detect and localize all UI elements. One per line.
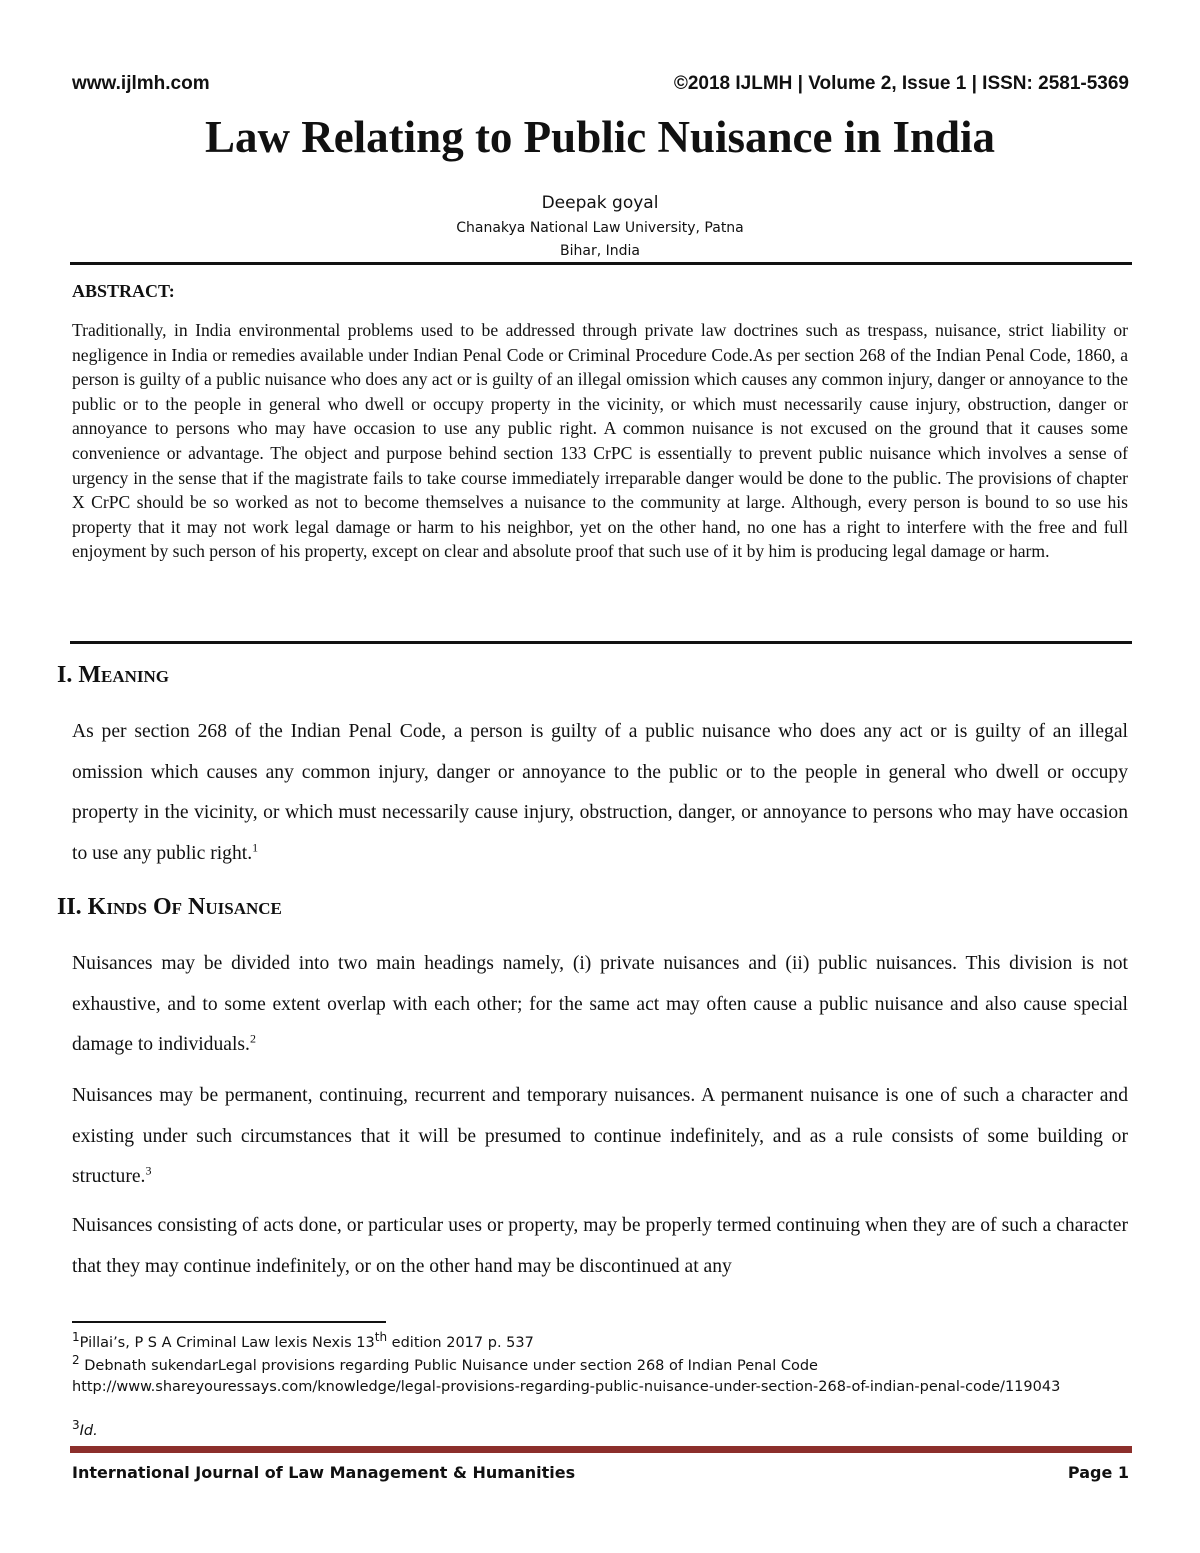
- section-heading-meaning: I. Meaning: [57, 662, 170, 688]
- header-journal-info: ©2018 IJLMH | Volume 2, Issue 1 | ISSN: 2581-5369: [673, 73, 1129, 94]
- paragraph-meaning: [72, 712, 1128, 874]
- footer-journal-name: International Journal of Law Management & Humanities: [72, 1463, 576, 1482]
- paragraph-text: Nuisances may be divided into two main headings namely, (i) private nuisances and (ii) public nuisances. This division is not exhaustive, and to some extent overlap with each other; for the same act may often cause a public nuisance and also cause special damage to individuals.: [72, 953, 1128, 1055]
- abstract-label: ABSTRACT:: [72, 281, 175, 301]
- footnote-text: Pillai’s, P S A Criminal Law lexis Nexis 13: [79, 1335, 375, 1351]
- footnote-number: 1: [72, 1330, 80, 1345]
- paragraph-kinds-3: [72, 1206, 1128, 1287]
- footer-bar: [70, 1446, 1132, 1453]
- header-website: www.ijlmh.com: [72, 73, 210, 94]
- footnote-1: [72, 1330, 1128, 1354]
- footnote-separator: [72, 1321, 386, 1323]
- footnote-ref[interactable]: 2: [249, 1031, 256, 1046]
- paragraph-kinds-1: [72, 944, 1128, 1066]
- paragraph-text: Nuisances may be permanent, continuing, recurrent and temporary nuisances. A permanent nuisance is one of such a character and existing under such circumstances that it will be presumed to continue indefinitely, and as a rule consists of some building or structure.: [72, 1085, 1128, 1187]
- footer-page-number: Page 1: [1067, 1463, 1129, 1482]
- paragraph-text: As per section 268 of the Indian Penal Code, a person is guilty of a public nuisance who does any act or is guilty of an illegal omission which causes any common injury, danger or annoyance to the public or to the people in general who dwell or occupy property in the vicinity, or which must necessarily cause injury, obstruction, danger, or annoyance to persons who may have occasion to use any public right.: [72, 721, 1128, 864]
- abstract-top-rule: [70, 262, 1132, 265]
- footnote-ref[interactable]: 1: [252, 839, 259, 854]
- footnote-text-tail: edition 2017 p. 537: [387, 1335, 534, 1351]
- abstract-bottom-rule: [70, 641, 1132, 644]
- author-affiliation-2: Bihar, India: [560, 243, 640, 259]
- footnote-superscript: th: [374, 1330, 388, 1345]
- footnote-text: Debnath sukendarLegal provisions regarding Public Nuisance under section 268 of Indian Penal Code: [79, 1358, 818, 1374]
- paragraph-text: Nuisances consisting of acts done, or particular uses or property, may be properly termed continuing when they are of such a character that they may continue indefinitely, or on the other hand may be discontinued at any: [72, 1215, 1128, 1277]
- footnote-number: 3: [72, 1418, 80, 1433]
- footnote-text: Id.: [79, 1423, 98, 1439]
- footnote-ref[interactable]: 3: [145, 1163, 152, 1178]
- abstract-text: Traditionally, in India environmental problems used to be addressed through private law doctrines such as trespass, nuisance, strict liability or negligence in India or remedies available under Indian Penal Code or Criminal Procedure Code.As per section 268 of the Indian Penal Code, 1860, a person is guilty of a public nuisance who does any act or is guilty of an illegal omission which causes any common injury, danger or annoyance to the public or to the people in general who dwell or occupy property in the vicinity, or which must necessarily cause injury, obstruction, danger or annoyance to persons who may have occasion to use any public right. A common nuisance is not excused on the ground that it causes some convenience or advantage. The object and purpose behind section 133 CrPC is essentially to prevent public nuisance which involves a sense of urgency in the sense that if the magistrate fails to take course immediately irreparable danger would be done to the public. The provisions of chapter X CrPC should be so worked as not to become themselves a nuisance to the community at large. Although, every person is bound to so use his property that it may not work legal damage or harm to his neighbor, yet on the other hand, no one has a right to interfere with the free and full enjoyment by such person of his property, except on clear and absolute proof that such use of it by him is producing legal damage or harm.: [72, 320, 1128, 562]
- paper-title: Law Relating to Public Nuisance in India: [204, 112, 996, 162]
- footnote-url-link[interactable]: http://www.shareyouressays.com/knowledge/legal-provisions-regarding-public-nuisance-under-section-268-of-indian-penal-code/119043: [72, 1379, 1061, 1395]
- footnote-3: [72, 1418, 1128, 1442]
- author-name: Deepak goyal: [541, 193, 659, 213]
- footnote-number: 2: [72, 1353, 80, 1368]
- footnote-2: [72, 1353, 1128, 1398]
- section-heading-kinds: II. Kinds Of Nuisance: [57, 894, 282, 920]
- author-affiliation-1: Chanakya National Law University, Patna: [456, 220, 744, 236]
- paragraph-kinds-2: [72, 1076, 1128, 1198]
